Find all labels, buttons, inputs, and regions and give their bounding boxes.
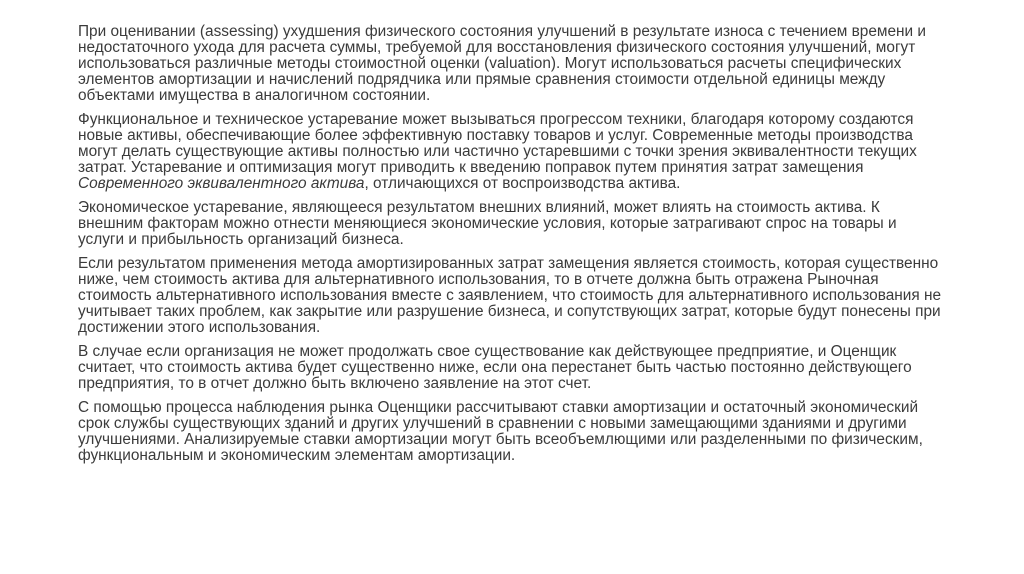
- paragraph-alternative-use: Если результатом применения метода амортизированных затрат замещения является стоимость, которая существенно ниже, чем стоимость актива для альтернативного использования, то в отчете должна быть отражена Рыночная стоимость альтернативного использования вместе с заявлением, что стоимость для альтернативного использования не учитывает таких проблем, как закрытие или разрушение бизнеса, и сопутствующих затрат, которые будут понесены при достижении этого использования.: [78, 255, 942, 336]
- paragraph-functional-text-end: , отличающихся от воспроизводства актива.: [364, 175, 681, 192]
- paragraph-functional-obsolescence: [78, 112, 946, 192]
- paragraph-physical-deterioration: При оценивании (assessing) ухудшения физического состояния улучшений в результате износа с течением времени и недостаточного ухода для расчета суммы, требуемой для восстановления физического состояния улучшений, могут использоваться различные методы стоимостной оценки (valuation). Могут использоваться расчеты специфических элементов амортизации и начислений подрядчика или прямые сравнения стоимости отдельной единицы между объектами имущества в аналогичном состоянии.: [78, 23, 927, 104]
- paragraph-market-observation: С помощью процесса наблюдения рынка Оценщики рассчитывают ставки амортизации и остаточный экономический срок службы существующих зданий и других улучшений в сравнении с новыми замещающими зданиями и другими улучшениями. Анализируемые ставки амортизации могут быть всеобъемлющими или разделенными по физическим, функциональным и экономическим элементам амортизации.: [78, 399, 923, 464]
- term-modern-equivalent-asset: Современного эквивалентного актива: [78, 175, 365, 192]
- paragraph-functional-text-start: Функциональное и техническое устаревание может вызываться прогрессом техники, благодаря которому создаются новые активы, обеспечивающие более эффективную поставку товаров и услуг. Современные методы производства могут делать существующие активы полностью или частично устаревшими с точки зрения эквивалентности текущих затрат. Устаревание и оптимизация могут приводить к введению поправок путем принятия затрат замещения: [78, 111, 917, 176]
- paragraph-economic-obsolescence: Экономическое устаревание, являющееся результатом внешних влияний, может влиять на стоимость актива. К внешним факторам можно отнести меняющиеся экономические условия, которые затрагивают спрос на товары и услуги и прибыльность организаций бизнеса.: [78, 199, 897, 248]
- slide-body-text: [78, 24, 946, 472]
- paragraph-going-concern: В случае если организация не может продолжать свое существование как действующее предприятие, и Оценщик считает, что стоимость актива будет существенно ниже, если она перестанет быть частью постоянно действующего предприятия, то в отчет должно быть включено заявление на этот счет.: [78, 343, 912, 392]
